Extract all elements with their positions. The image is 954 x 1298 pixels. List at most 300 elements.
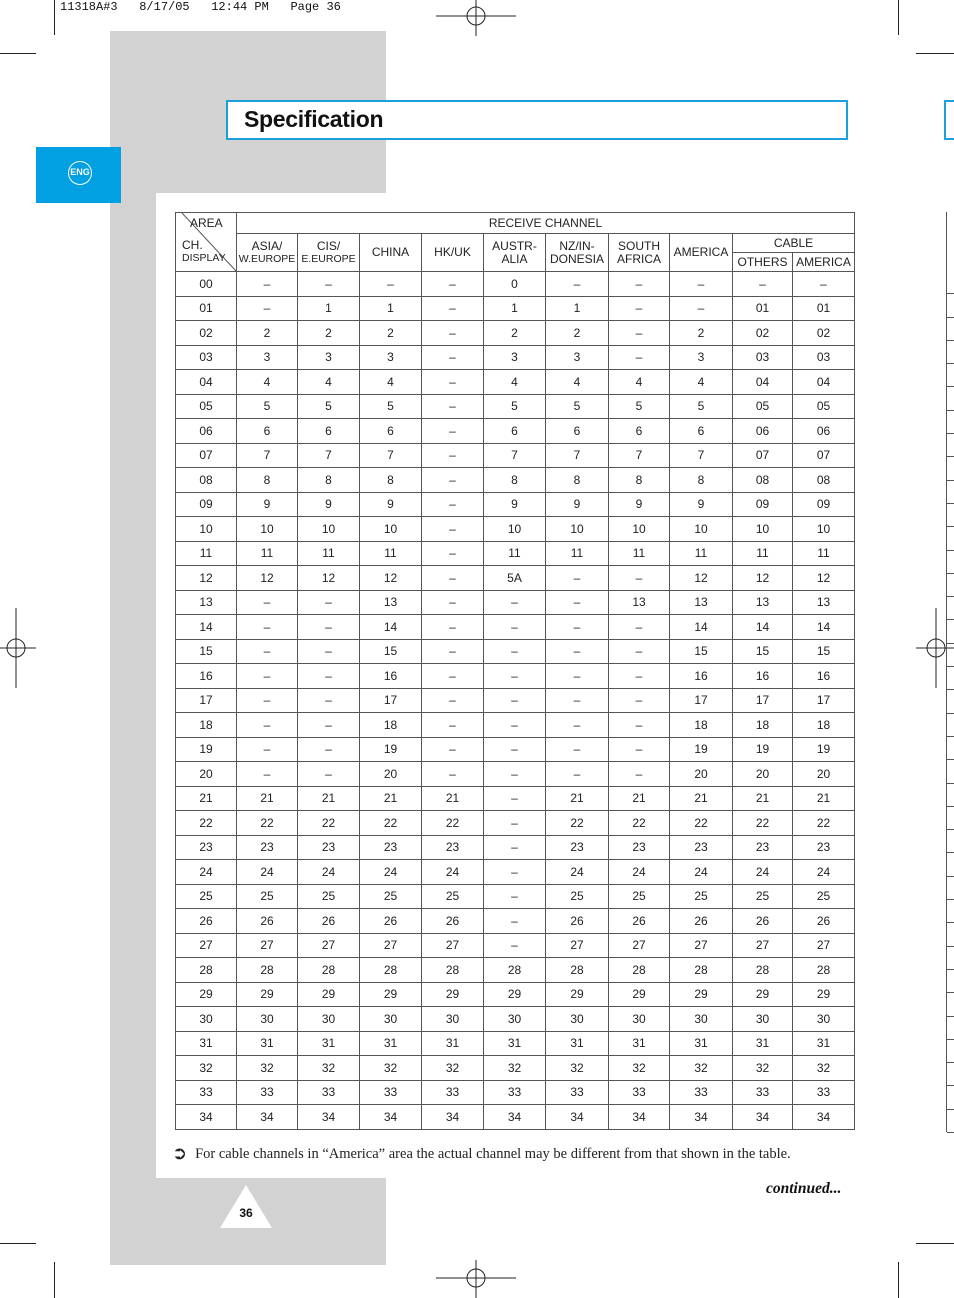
channel-cell: 19: [793, 737, 855, 762]
table-row: [176, 1031, 855, 1056]
channel-cell: 15: [793, 639, 855, 664]
channel-cell: 34: [793, 1105, 855, 1130]
channel-cell: –: [484, 664, 546, 689]
channel-cell: 26: [670, 909, 733, 934]
channel-cell: –: [422, 443, 484, 468]
channel-cell: 11: [360, 541, 422, 566]
table-row: [176, 835, 855, 860]
channel-cell: –: [360, 272, 422, 297]
column-header-line1: HK/UK: [434, 245, 471, 259]
next-page-table-edge: [946, 212, 954, 1132]
channel-cell: 10: [484, 517, 546, 542]
receive-channel-header: RECEIVE CHANNEL: [237, 213, 855, 234]
channel-cell: 24: [609, 860, 670, 885]
channel-cell: –: [609, 713, 670, 738]
channel-cell: –: [609, 296, 670, 321]
edge-line: [947, 666, 954, 667]
channel-cell: 28: [360, 958, 422, 983]
channel-cell: –: [422, 517, 484, 542]
arrow-bullet-icon: ➲: [172, 1143, 188, 1163]
channel-cell: 31: [484, 1031, 546, 1056]
edge-line: [947, 713, 954, 714]
channel-cell: 15: [670, 639, 733, 664]
channel-cell: 3: [484, 345, 546, 370]
column-header-line1: CHINA: [371, 245, 410, 259]
channel-cell: 1: [360, 296, 422, 321]
edge-line: [947, 643, 954, 644]
channel-cell: 16: [733, 664, 793, 689]
channel-cell: 8: [360, 468, 422, 493]
column-header-line1: AUSTR-: [492, 238, 537, 253]
edge-line: [947, 293, 954, 294]
channel-cell: 14: [733, 615, 793, 640]
ch-display-cell: 15: [176, 639, 237, 664]
channel-cell: 25: [360, 884, 422, 909]
table-row: [176, 615, 855, 640]
channel-cell: –: [422, 272, 484, 297]
channel-cell: –: [422, 688, 484, 713]
channel-cell: 18: [793, 713, 855, 738]
language-tab: [36, 147, 121, 203]
ch-display-cell: 23: [176, 835, 237, 860]
ch-display-cell: 33: [176, 1080, 237, 1105]
channel-cell: –: [484, 811, 546, 836]
ch-display-cell: 00: [176, 272, 237, 297]
channel-cell: 28: [422, 958, 484, 983]
channel-cell: –: [422, 541, 484, 566]
channel-cell: –: [609, 615, 670, 640]
channel-cell: 12: [733, 566, 793, 591]
column-header: [670, 234, 733, 272]
channel-cell: 28: [484, 958, 546, 983]
channel-cell: –: [484, 762, 546, 787]
channel-cell: –: [298, 688, 360, 713]
edge-line: [947, 456, 954, 457]
channel-cell: 19: [360, 737, 422, 762]
column-header-line1: AMERICA: [673, 245, 729, 259]
channel-cell: 27: [609, 933, 670, 958]
table-row: [176, 909, 855, 934]
ch-display-cell: 25: [176, 884, 237, 909]
channel-cell: –: [670, 296, 733, 321]
channel-cell: 28: [546, 958, 609, 983]
channel-cell: 08: [733, 468, 793, 493]
ch-display-cell: 26: [176, 909, 237, 934]
channel-cell: 7: [609, 443, 670, 468]
ch-label: CH.: [182, 238, 203, 252]
channel-cell: 24: [733, 860, 793, 885]
channel-cell: 32: [546, 1056, 609, 1081]
channel-cell: 28: [237, 958, 298, 983]
channel-cell: 10: [298, 517, 360, 542]
edge-line: [947, 899, 954, 900]
table-row: [176, 1056, 855, 1081]
channel-cell: 20: [670, 762, 733, 787]
channel-cell: 8: [546, 468, 609, 493]
channel-cell: –: [237, 296, 298, 321]
crop-mark: [916, 1243, 954, 1244]
channel-cell: 18: [733, 713, 793, 738]
language-badge: ENG: [68, 161, 92, 185]
channel-cell: 5: [360, 394, 422, 419]
channel-cell: 34: [484, 1105, 546, 1130]
channel-cell: 8: [670, 468, 733, 493]
channel-cell: 9: [609, 492, 670, 517]
crop-mark: [0, 1243, 36, 1244]
channel-cell: –: [422, 639, 484, 664]
channel-cell: 25: [237, 884, 298, 909]
channel-cell: 6: [484, 419, 546, 444]
table-row: [176, 1105, 855, 1130]
channel-cell: 27: [422, 933, 484, 958]
channel-cell: 23: [546, 835, 609, 860]
edge-line: [947, 410, 954, 411]
channel-cell: 16: [793, 664, 855, 689]
channel-cell: 31: [298, 1031, 360, 1056]
column-header: [484, 234, 546, 272]
channel-cell: –: [609, 639, 670, 664]
channel-cell: –: [422, 737, 484, 762]
channel-cell: 05: [793, 394, 855, 419]
channel-cell: 31: [546, 1031, 609, 1056]
channel-cell: 30: [609, 1007, 670, 1032]
channel-cell: 28: [609, 958, 670, 983]
channel-cell: 33: [609, 1080, 670, 1105]
channel-cell: 21: [793, 786, 855, 811]
crop-mark: [898, 0, 899, 35]
channel-cell: 8: [484, 468, 546, 493]
page-number: 36: [239, 1206, 253, 1220]
channel-cell: –: [546, 664, 609, 689]
channel-cell: 13: [670, 590, 733, 615]
channel-cell: –: [484, 909, 546, 934]
channel-cell: 30: [733, 1007, 793, 1032]
channel-cell: 7: [237, 443, 298, 468]
channel-cell: –: [422, 419, 484, 444]
ch-display-cell: 30: [176, 1007, 237, 1032]
column-header-line2: AFRICA: [616, 251, 661, 266]
ch-display-cell: 08: [176, 468, 237, 493]
channel-cell: –: [298, 615, 360, 640]
channel-cell: 32: [793, 1056, 855, 1081]
table-row: [176, 786, 855, 811]
channel-cell: 32: [298, 1056, 360, 1081]
channel-cell: 6: [609, 419, 670, 444]
channel-cell: 27: [733, 933, 793, 958]
channel-cell: 22: [546, 811, 609, 836]
channel-cell: 22: [670, 811, 733, 836]
channel-cell: 08: [793, 468, 855, 493]
channel-cell: 3: [360, 345, 422, 370]
channel-cell: 28: [298, 958, 360, 983]
cable-note: [172, 1143, 862, 1164]
channel-cell: 10: [360, 517, 422, 542]
channel-cell: 31: [360, 1031, 422, 1056]
cable-america-header: AMERICA: [793, 253, 855, 272]
channel-cell: –: [237, 272, 298, 297]
channel-cell: 31: [609, 1031, 670, 1056]
channel-cell: –: [484, 884, 546, 909]
channel-cell: 8: [609, 468, 670, 493]
table-row: [176, 860, 855, 885]
channel-cell: –: [237, 688, 298, 713]
table-row: [176, 321, 855, 346]
channel-cell: 26: [609, 909, 670, 934]
channel-cell: 12: [670, 566, 733, 591]
channel-cell: 23: [733, 835, 793, 860]
channel-cell: 10: [237, 517, 298, 542]
channel-cell: 26: [793, 909, 855, 934]
edge-line: [947, 992, 954, 993]
channel-cell: –: [484, 615, 546, 640]
edge-line: [947, 1109, 954, 1110]
edge-line: [947, 363, 954, 364]
channel-cell: 26: [546, 909, 609, 934]
channel-cell: 25: [609, 884, 670, 909]
channel-cell: 4: [546, 370, 609, 395]
column-header: [422, 234, 484, 272]
channel-cell: 30: [237, 1007, 298, 1032]
channel-cell: 22: [609, 811, 670, 836]
channel-cell: 27: [546, 933, 609, 958]
channel-cell: 14: [360, 615, 422, 640]
channel-cell: 29: [298, 982, 360, 1007]
ch-display-cell: 27: [176, 933, 237, 958]
channel-cell: 6: [546, 419, 609, 444]
channel-cell: 4: [298, 370, 360, 395]
column-header-line2: ALIA: [501, 251, 528, 266]
table-row: [176, 884, 855, 909]
channel-cell: 10: [546, 517, 609, 542]
channel-cell: 33: [733, 1080, 793, 1105]
channel-cell: –: [484, 639, 546, 664]
channel-cell: 29: [733, 982, 793, 1007]
channel-cell: –: [484, 590, 546, 615]
channel-cell: 29: [422, 982, 484, 1007]
channel-cell: 22: [733, 811, 793, 836]
channel-cell: 15: [733, 639, 793, 664]
channel-cell: 33: [793, 1080, 855, 1105]
channel-cell: –: [484, 860, 546, 885]
channel-cell: –: [422, 296, 484, 321]
edge-line: [947, 829, 954, 830]
channel-cell: 25: [670, 884, 733, 909]
channel-cell: 22: [237, 811, 298, 836]
channel-cell: 32: [609, 1056, 670, 1081]
table-row: [176, 762, 855, 787]
channel-cell: 29: [237, 982, 298, 1007]
channel-cell: –: [237, 590, 298, 615]
channel-cell: 27: [670, 933, 733, 958]
channel-cell: 27: [793, 933, 855, 958]
ch-display-cell: 34: [176, 1105, 237, 1130]
crop-mark: [54, 1262, 55, 1298]
channel-cell: 04: [733, 370, 793, 395]
channel-cell: 03: [733, 345, 793, 370]
edge-line: [947, 783, 954, 784]
cable-group-header: CABLE: [733, 234, 855, 253]
channel-cell: 06: [733, 419, 793, 444]
channel-cell: 10: [733, 517, 793, 542]
channel-cell: 16: [360, 664, 422, 689]
channel-cell: 12: [793, 566, 855, 591]
channel-cell: 02: [793, 321, 855, 346]
channel-cell: 34: [670, 1105, 733, 1130]
channel-cell: –: [609, 688, 670, 713]
channel-cell: –: [484, 737, 546, 762]
column-header: [237, 234, 298, 272]
channel-cell: 06: [793, 419, 855, 444]
channel-cell: –: [422, 615, 484, 640]
channel-cell: 24: [546, 860, 609, 885]
channel-cell: 25: [298, 884, 360, 909]
channel-cell: 6: [237, 419, 298, 444]
table-row: [176, 688, 855, 713]
channel-cell: 23: [298, 835, 360, 860]
channel-cell: 24: [360, 860, 422, 885]
channel-cell: 18: [360, 713, 422, 738]
channel-cell: 17: [733, 688, 793, 713]
channel-cell: –: [546, 639, 609, 664]
channel-cell: –: [546, 737, 609, 762]
channel-cell: –: [298, 590, 360, 615]
channel-cell: 5: [237, 394, 298, 419]
channel-cell: 11: [298, 541, 360, 566]
channel-cell: 24: [670, 860, 733, 885]
channel-cell: 13: [360, 590, 422, 615]
channel-cell: 10: [793, 517, 855, 542]
crop-mark: [898, 1262, 899, 1298]
edge-line: [947, 736, 954, 737]
channel-cell: 12: [298, 566, 360, 591]
channel-cell: –: [422, 762, 484, 787]
edge-line: [947, 526, 954, 527]
edge-line: [947, 550, 954, 551]
channel-cell: 05: [733, 394, 793, 419]
channel-cell: 2: [237, 321, 298, 346]
channel-cell: 21: [546, 786, 609, 811]
channel-cell: 3: [670, 345, 733, 370]
registration-mark-icon: [436, 1260, 516, 1298]
table-row: [176, 492, 855, 517]
channel-cell: 12: [360, 566, 422, 591]
channel-cell: 04: [793, 370, 855, 395]
channel-cell: –: [609, 321, 670, 346]
channel-cell: –: [546, 615, 609, 640]
channel-cell: 31: [733, 1031, 793, 1056]
channel-cell: 19: [670, 737, 733, 762]
channel-cell: 28: [793, 958, 855, 983]
ch-display-cell: 19: [176, 737, 237, 762]
channel-cell: 30: [670, 1007, 733, 1032]
channel-cell: 28: [733, 958, 793, 983]
column-header-line2: E.EUROPE: [301, 252, 356, 265]
channel-cell: –: [298, 272, 360, 297]
ch-display-cell: 10: [176, 517, 237, 542]
channel-cell: 6: [670, 419, 733, 444]
table-row: [176, 982, 855, 1007]
channel-cell: 6: [360, 419, 422, 444]
channel-cell: –: [422, 713, 484, 738]
table-body: [176, 272, 855, 1130]
cable-others-header: OTHERS: [733, 253, 793, 272]
channel-cell: 23: [422, 835, 484, 860]
channel-cell: –: [484, 835, 546, 860]
edge-line: [947, 946, 954, 947]
channel-cell: 1: [484, 296, 546, 321]
channel-cell: 4: [609, 370, 670, 395]
channel-cell: 21: [422, 786, 484, 811]
channel-cell: 27: [360, 933, 422, 958]
channel-cell: –: [298, 737, 360, 762]
display-label: DISPLAY: [182, 252, 226, 264]
channel-cell: 13: [733, 590, 793, 615]
ch-display-cell: 22: [176, 811, 237, 836]
edge-line: [947, 852, 954, 853]
channel-cell: 11: [484, 541, 546, 566]
channel-cell: –: [484, 713, 546, 738]
channel-cell: 21: [360, 786, 422, 811]
channel-cell: 34: [733, 1105, 793, 1130]
channel-cell: 5: [484, 394, 546, 419]
table-row: [176, 419, 855, 444]
channel-cell: 3: [237, 345, 298, 370]
channel-cell: 5: [298, 394, 360, 419]
ch-display-cell: 07: [176, 443, 237, 468]
channel-cell: 2: [484, 321, 546, 346]
channel-cell: –: [298, 762, 360, 787]
table-row: [176, 1080, 855, 1105]
channel-cell: –: [237, 762, 298, 787]
column-header-line2: DONESIA: [549, 251, 604, 266]
channel-cell: –: [237, 639, 298, 664]
channel-cell: 23: [670, 835, 733, 860]
edge-line: [947, 340, 954, 341]
ch-display-cell: 17: [176, 688, 237, 713]
channel-cell: 25: [793, 884, 855, 909]
ch-display-cell: 11: [176, 541, 237, 566]
channel-cell: 9: [298, 492, 360, 517]
channel-cell: –: [609, 272, 670, 297]
channel-cell: 24: [237, 860, 298, 885]
next-page-title-edge: [944, 100, 954, 140]
edge-line: [947, 876, 954, 877]
channel-cell: 26: [298, 909, 360, 934]
channel-cell: 8: [237, 468, 298, 493]
channel-cell: –: [237, 737, 298, 762]
channel-cell: 29: [360, 982, 422, 1007]
channel-cell: 31: [793, 1031, 855, 1056]
channel-cell: –: [609, 762, 670, 787]
ch-display-cell: 32: [176, 1056, 237, 1081]
channel-cell: 4: [670, 370, 733, 395]
ch-display-cell: 01: [176, 296, 237, 321]
channel-cell: –: [422, 664, 484, 689]
channel-cell: 26: [237, 909, 298, 934]
channel-cell: 17: [793, 688, 855, 713]
table-row: [176, 272, 855, 297]
channel-cell: 26: [422, 909, 484, 934]
channel-cell: 33: [484, 1080, 546, 1105]
edge-line: [947, 573, 954, 574]
ch-display-cell: 18: [176, 713, 237, 738]
channel-cell: 33: [360, 1080, 422, 1105]
channel-cell: 07: [733, 443, 793, 468]
channel-cell: 9: [670, 492, 733, 517]
channel-cell: 7: [546, 443, 609, 468]
channel-cell: 32: [484, 1056, 546, 1081]
channel-cell: 33: [237, 1080, 298, 1105]
